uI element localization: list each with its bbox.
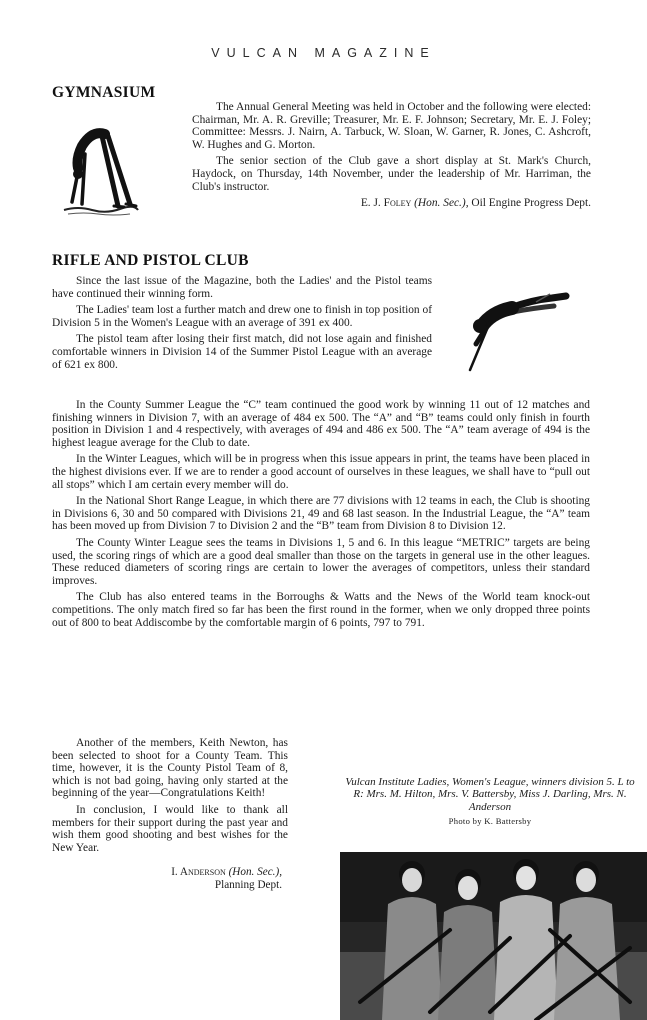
signature-name: E. J. Foley [360,197,412,210]
gymnasium-article [192,101,591,210]
signature-dept: Oil Engine Progress Dept. [471,197,591,210]
gymnast-stretching-illustration [58,124,142,220]
rifle-paragraph: In conclusion, I would like to thank all members for their support during the past year and wish them good shooting and best wishes for the New Year. [52,803,288,854]
rifle-paragraph: In the Winter Leagues, which will be in progress when this issue appears in print, the teams have been placed in the highest divisions ever. If we are to render a good account of ourselves in these leagues, we shall have to “pull out all stops” which I am certain every member will do. [52,453,590,491]
photo-caption-block [342,776,638,826]
rifle-paragraph: Another of the members, Keith Newton, has been selected to shoot for a County Team. This time, however, it is the County Pistol Team of 8, which is not bad going, having only started at the beginning of the year—Congratulations Keith! [52,737,288,800]
rifle-club-heading: RIFLE AND PISTOL CLUB [52,252,249,269]
gymnasium-paragraph: The senior section of the Club gave a short display at St. Mark's Church, Haydock, on Thursday, 14th November, under the leadership of Mr. Harriman, the Club's instructor. [192,155,591,193]
rifle-paragraph: Since the last issue of the Magazine, both the Ladies' and the Pistol teams have continued their winning form. [52,275,432,300]
photo-caption: Vulcan Institute Ladies, Women's League, winners division 5. L to R: Mrs. M. Hilton, Mrs. V. Battersby, Miss J. Darling, Mrs. N. Anderson [345,776,635,813]
photo-credit: Photo by K. Battersby [448,816,532,827]
rifle-main-body [52,399,590,629]
rifle-paragraph: The pistol team after losing their first match, did not lose again and finished comfortable winners in Division 14 of the Summer Pistol League with an average of 621 ex 800. [52,333,432,371]
signature-role: (Hon. Sec.), [414,197,469,210]
ladies-rifle-team-photo [340,852,647,1020]
rifle-paragraph: In the County Summer League the “C” team continued the good work by winning 11 out of 12 matches and finishing winners in Division 7, with an average of 484 ex 500. The “A” and “B” teams could only finish in fourth position in Division 1 and 4 respectively, with averages of 494 and 486 ex 500. The “A” team average of 494 is the highest league average for the Club to date. [52,399,590,449]
rifle-paragraph: The Club has also entered teams in the Borroughs & Watts and the News of the World team knock-out competitions. The only match fired so far has been the first round in the former, when we only dropped three points out of 800 to beat Addiscombe by the comfortable margin of 6 points, 797 to 791. [52,591,590,629]
gymnasium-heading: GYMNASIUM [52,84,156,101]
prone-rifle-shooter-illustration [462,282,574,374]
rifle-paragraph: In the National Short Range League, in which there are 77 divisions with 12 teams in each, the Club is shooting in Divisions 6, 30 and 50 compared with Divisions 21, 49 and 68 last season. In the Industrial League, the “A” team has been moved up from Division 7 to Division 2 and the “B” team from Division 8 to Division 12. [52,495,590,533]
rifle-paragraph: The County Winter League sees the teams in Divisions 1, 5 and 6. In this league “METRIC” targets are being used, the scoring rings of which are a good deal smaller than those on the targets in general use in the other leagues. These reduced diameters of scoring rings are certain to lower the averages of competitors, unless their standard improves. [52,536,590,587]
signoff-role: (Hon. Sec.), [228,866,282,879]
gymnasium-paragraph: The Annual General Meeting was held in October and the following were elected: Chairman, Mr. A. R. Greville; Treasurer, Mr. E. F. Johnson; Secretary, Mr. E. J. Foley; Committee: Messrs. J. Nairn, A. Tarbuck, W. Sloan, W. Garner, R. Jones, C. Ashcroft, W. Hughes and G. Morton. [192,101,591,151]
signoff-line [52,866,282,879]
gymnasium-signature [192,197,591,210]
rifle-closing [52,737,288,892]
rifle-intro [52,275,432,371]
rifle-paragraph: The Ladies' team lost a further match and drew one to finish in top position of Division 5 in the Women's League with an average of 391 ex 400. [52,304,432,329]
rifle-signoff [52,866,288,892]
signoff-name: I. Anderson [171,866,226,879]
masthead: VULCAN MAGAZINE [211,46,436,60]
signoff-dept: Planning Dept. [214,879,282,892]
